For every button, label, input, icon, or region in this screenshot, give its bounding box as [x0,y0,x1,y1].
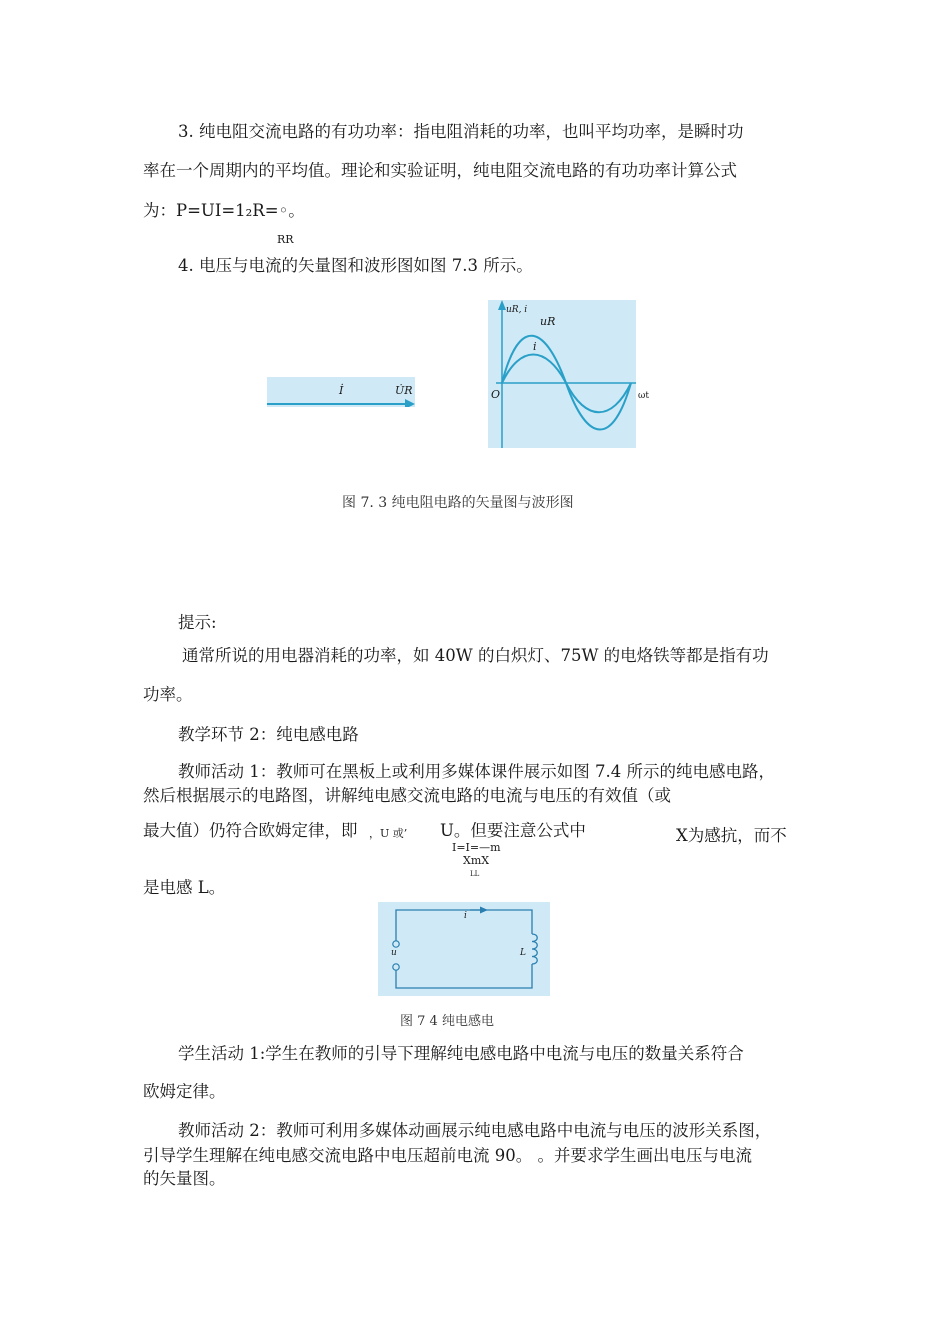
section4-line1: 4. 电压与电流的矢量图和波形图如图 7.3 所示。 [178,256,533,275]
teacher2-line3: 的矢量图。 [143,1169,226,1188]
wave-i-label: i [533,340,537,353]
section3-line2: 率在一个周期内的平均值。理论和实验证明，纯电阻交流电路的有功功率计算公式 [143,161,737,180]
section3-line1: 3. 纯电阻交流电路的有功功率：指电阻消耗的功率，也叫平均功率，是瞬时功 [178,122,744,141]
tip-line1: 通常所说的用电器消耗的功率，如 40W 的白炽灯、75W 的电烙铁等都是指有功 [182,646,769,665]
phasor-u-label: U̇R [395,384,413,397]
student1-line1: 学生活动 1:学生在教师的引导下理解纯电感电路中电流与电压的数量关系符合 [178,1044,744,1063]
formula-c: LL [470,870,480,878]
teacher2-line1: 教师活动 2：教师可利用多媒体动画展示纯电感电路中电流与电压的波形关系图， [178,1121,772,1140]
fig74-caption: 图 7 4 纯电感电 [400,1014,494,1029]
step2-t1-line3a: 最大值）仍符合欧姆定律，即 [143,821,358,840]
teacher2-line2: 引导学生理解在纯电感交流电路中电压超前电流 90。 。并要求学生画出电压与电流 [143,1146,752,1165]
step2-t1-line3c: U。但要注意公式中 [440,821,586,840]
phasor-i-label: İ [339,384,344,397]
step2-t1-line1: 教师活动 1：教师可在黑板上或利用多媒体课件展示如图 7.4 所示的纯电感电路， [178,762,775,781]
tip-heading: 提示: [178,613,217,632]
wave-uR-label: uR [540,315,556,328]
section3-formula-sub: RR [277,233,294,246]
step2-t1-line3b: ，U 或’ [369,827,408,840]
wave-xaxis-label: ωt [638,391,649,401]
fig73-caption: 图 7. 3 纯电阻电路的矢量图与波形图 [342,495,574,511]
step2-heading: 教学环节 2：纯电感电路 [178,725,359,744]
formula-a: I=I=—m [452,841,501,854]
waveform-chart [488,300,636,448]
step2-t1-line3d: X为感抗，而不 [676,826,787,845]
tip-line2: 功率。 [143,685,193,704]
step2-t1-line2: 然后根据展示的电路图，讲解纯电感交流电路的电流与电压的有效值（或 [143,786,671,805]
terminal-bottom [393,964,399,970]
circuit-L-label: L [520,948,526,958]
wave-origin-label: O [491,388,501,401]
student1-line2: 欧姆定律。 [143,1082,226,1101]
circuit-i-label: i [464,911,467,921]
step2-t1-line4: 是电感 L。 [143,878,226,897]
section3-line3: 为：P=UI=1₂R=◦。 [143,201,305,220]
wave-yaxis-label: uR, i [506,305,528,315]
circuit-u-label: u [391,948,397,958]
formula-b: XmX [463,854,490,867]
